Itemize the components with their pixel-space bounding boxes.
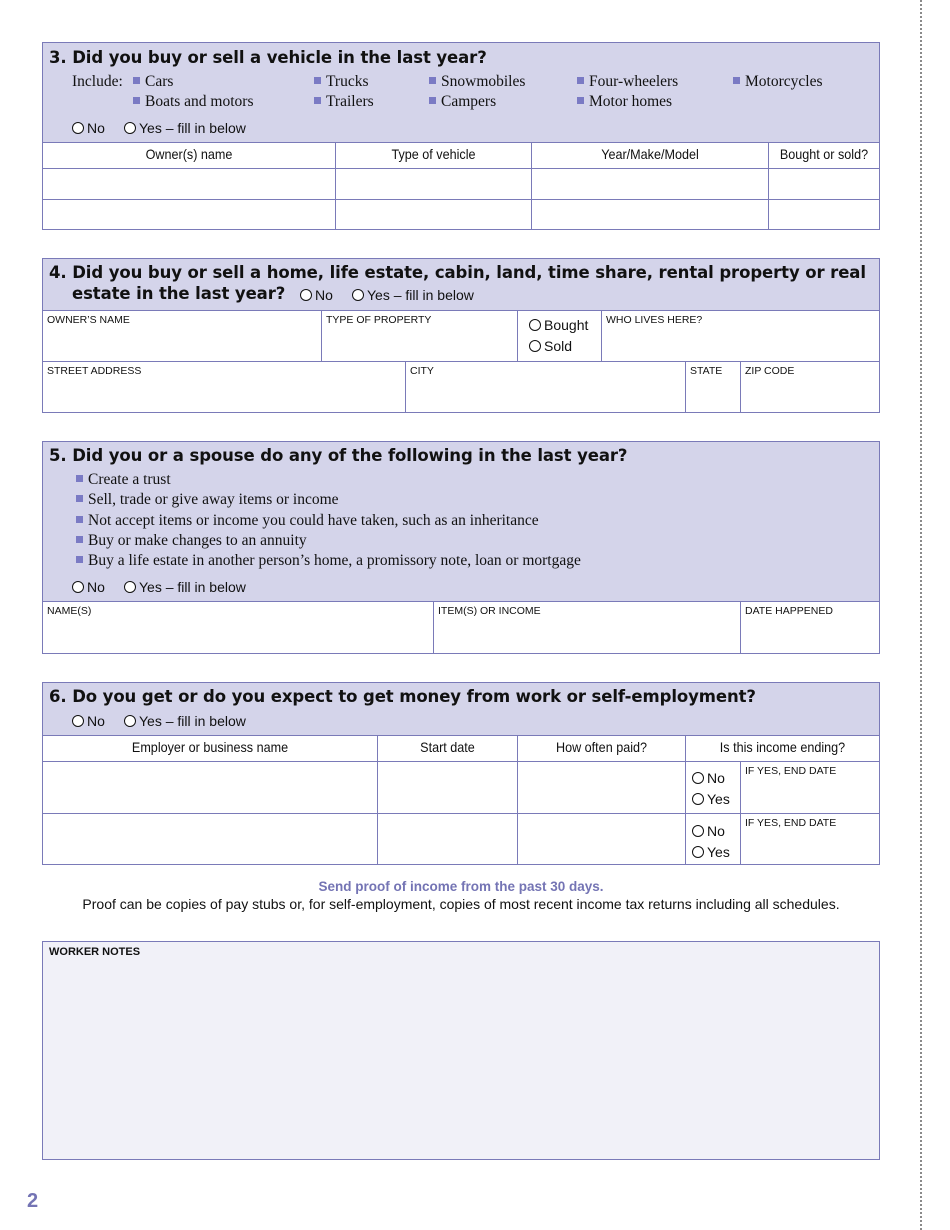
income-ending-yes-radio[interactable]: Yes bbox=[692, 791, 730, 807]
owner-name-label: OWNER’S NAME bbox=[47, 314, 130, 326]
divider bbox=[43, 142, 879, 143]
divider bbox=[685, 735, 686, 864]
zip-code-field[interactable] bbox=[741, 362, 879, 412]
bullet-icon bbox=[133, 77, 140, 84]
bullet-icon bbox=[577, 77, 584, 84]
q6-yes-radio[interactable]: Yes – fill in below bbox=[124, 713, 246, 729]
worker-notes-label: WORKER NOTES bbox=[49, 946, 141, 958]
divider bbox=[517, 310, 518, 361]
vehicle-item: Boats and motors bbox=[133, 93, 254, 111]
bullet-icon bbox=[429, 97, 436, 104]
bullet-icon bbox=[76, 495, 83, 502]
column-start-date: Start date bbox=[420, 739, 475, 755]
vehicle-item: Cars bbox=[133, 73, 173, 91]
radio-circle-icon bbox=[72, 715, 84, 727]
sold-radio[interactable]: Sold bbox=[529, 338, 572, 354]
vehicle-item: Trucks bbox=[314, 73, 369, 91]
q6-no-radio[interactable]: No bbox=[72, 713, 105, 729]
employer-name-input[interactable] bbox=[43, 762, 377, 813]
perforation-line bbox=[920, 0, 922, 1230]
bullet-icon bbox=[76, 536, 83, 543]
column-type-of-vehicle: Type of vehicle bbox=[391, 146, 476, 162]
vehicle-model-input[interactable] bbox=[532, 169, 768, 199]
income-ending-no-radio[interactable]: No bbox=[692, 770, 725, 786]
end-date-label: IF YES, END DATE bbox=[745, 817, 837, 829]
vehicle-model-input[interactable] bbox=[532, 200, 768, 229]
q4-yes-radio[interactable]: Yes – fill in below bbox=[352, 287, 474, 303]
list-item: Buy or make changes to an annuity bbox=[76, 532, 307, 550]
column-how-often-paid: How often paid? bbox=[555, 739, 648, 755]
property-type-label: TYPE OF PROPERTY bbox=[326, 314, 432, 326]
list-item: Not accept items or income you could have taken, such as an inheritance bbox=[76, 512, 539, 530]
column-bought-or-sold: Bought or sold? bbox=[779, 146, 869, 162]
bullet-icon bbox=[314, 77, 321, 84]
section-property bbox=[42, 258, 880, 413]
items-or-income-label: ITEM(S) OR INCOME bbox=[438, 605, 541, 617]
city-field[interactable] bbox=[406, 362, 685, 412]
list-item: Sell, trade or give away items or income bbox=[76, 491, 339, 509]
vehicle-bought-sold-input[interactable] bbox=[769, 169, 879, 199]
state-field[interactable] bbox=[686, 362, 740, 412]
bullet-icon bbox=[76, 556, 83, 563]
vehicle-type-input[interactable] bbox=[336, 169, 531, 199]
section-employment bbox=[42, 682, 880, 865]
zip-code-label: ZIP CODE bbox=[745, 365, 795, 377]
vehicle-item: Motor homes bbox=[577, 93, 672, 111]
column-employer-name: Employer or business name bbox=[131, 739, 289, 755]
radio-circle-icon bbox=[529, 340, 541, 352]
divider bbox=[43, 735, 879, 736]
who-lives-here-label: WHO LIVES HERE? bbox=[606, 314, 703, 326]
names-label: NAME(S) bbox=[47, 605, 92, 617]
employer-name-input[interactable] bbox=[43, 814, 377, 864]
radio-circle-icon bbox=[692, 793, 704, 805]
start-date-input[interactable] bbox=[378, 814, 517, 864]
page-number: 2 bbox=[27, 1190, 39, 1212]
bullet-icon bbox=[577, 97, 584, 104]
property-type-field[interactable] bbox=[322, 311, 517, 361]
question-4-title-line2: estate in the last year? bbox=[72, 284, 286, 303]
vehicle-item: Snowmobiles bbox=[429, 73, 525, 91]
radio-circle-icon bbox=[529, 319, 541, 331]
list-item: Create a trust bbox=[76, 471, 171, 489]
street-address-field[interactable] bbox=[43, 362, 405, 412]
q5-yes-radio[interactable]: Yes – fill in below bbox=[124, 579, 246, 595]
q3-yes-radio[interactable]: Yes – fill in below bbox=[124, 120, 246, 136]
question-4-title: 4. Did you buy or sell a home, life estate, cabin, land, time share, rental property or real bbox=[49, 263, 866, 282]
how-often-paid-input[interactable] bbox=[518, 814, 685, 864]
radio-circle-icon bbox=[692, 772, 704, 784]
radio-circle-icon bbox=[124, 122, 136, 134]
names-field[interactable] bbox=[43, 602, 433, 653]
end-date-field[interactable] bbox=[741, 814, 879, 864]
income-ending-no-radio[interactable]: No bbox=[692, 823, 725, 839]
vehicle-item: Campers bbox=[429, 93, 496, 111]
date-happened-field[interactable] bbox=[741, 602, 879, 653]
column-owner-name: Owner(s) name bbox=[145, 146, 233, 162]
bullet-icon bbox=[133, 97, 140, 104]
worker-notes-box[interactable] bbox=[42, 941, 880, 1160]
proof-of-income-title: Send proof of income from the past 30 days. bbox=[318, 879, 604, 894]
date-happened-label: DATE HAPPENED bbox=[745, 605, 833, 617]
vehicle-item: Trailers bbox=[314, 93, 374, 111]
section-employment-header bbox=[43, 683, 879, 735]
vehicle-bought-sold-input[interactable] bbox=[769, 200, 879, 229]
bullet-icon bbox=[733, 77, 740, 84]
q4-no-radio[interactable]: No bbox=[300, 287, 333, 303]
column-year-make-model: Year/Make/Model bbox=[601, 146, 699, 162]
vehicle-item: Four-wheelers bbox=[577, 73, 678, 91]
list-item: Buy a life estate in another person’s home, a promissory note, loan or mortgage bbox=[76, 552, 581, 570]
radio-circle-icon bbox=[352, 289, 364, 301]
city-label: CITY bbox=[410, 365, 434, 377]
section-vehicle bbox=[42, 42, 880, 230]
state-label: STATE bbox=[690, 365, 723, 377]
end-date-label: IF YES, END DATE bbox=[745, 765, 837, 777]
vehicle-type-input[interactable] bbox=[336, 200, 531, 229]
q5-no-radio[interactable]: No bbox=[72, 579, 105, 595]
radio-circle-icon bbox=[124, 581, 136, 593]
radio-circle-icon bbox=[692, 825, 704, 837]
radio-circle-icon bbox=[72, 122, 84, 134]
start-date-input[interactable] bbox=[378, 762, 517, 813]
vehicle-owner-input[interactable] bbox=[43, 200, 335, 229]
bullet-icon bbox=[429, 77, 436, 84]
who-lives-here-field[interactable] bbox=[602, 311, 879, 361]
section-transfers bbox=[42, 441, 880, 654]
vehicle-owner-input[interactable] bbox=[43, 169, 335, 199]
column-income-ending: Is this income ending? bbox=[719, 739, 846, 755]
income-ending-yes-radio[interactable]: Yes bbox=[692, 844, 730, 860]
how-often-paid-input[interactable] bbox=[518, 762, 685, 813]
section-property-header bbox=[43, 259, 879, 310]
bullet-icon bbox=[314, 97, 321, 104]
radio-circle-icon bbox=[300, 289, 312, 301]
end-date-field[interactable] bbox=[741, 762, 879, 813]
items-or-income-field[interactable] bbox=[434, 602, 740, 653]
section-transfers-header bbox=[43, 442, 879, 601]
radio-circle-icon bbox=[72, 581, 84, 593]
question-5-title: 5. Did you or a spouse do any of the following in the last year? bbox=[49, 446, 628, 465]
radio-circle-icon bbox=[692, 846, 704, 858]
bullet-icon bbox=[76, 516, 83, 523]
owner-name-field[interactable] bbox=[43, 311, 321, 361]
bullet-icon bbox=[76, 475, 83, 482]
bought-radio[interactable]: Bought bbox=[529, 317, 588, 333]
include-label: Include: bbox=[72, 73, 123, 90]
q3-no-radio[interactable]: No bbox=[72, 120, 105, 136]
proof-of-income-text: Proof can be copies of pay stubs or, for self-employment, copies of most recent income tax returns including all schedules. bbox=[82, 896, 840, 912]
street-address-label: STREET ADDRESS bbox=[47, 365, 142, 377]
vehicle-item: Motorcycles bbox=[733, 73, 822, 91]
question-3-title: 3. Did you buy or sell a vehicle in the last year? bbox=[49, 48, 487, 67]
radio-circle-icon bbox=[124, 715, 136, 727]
section-vehicle-header bbox=[43, 43, 879, 142]
question-6-title: 6. Do you get or do you expect to get money from work or self-employment? bbox=[49, 687, 756, 706]
